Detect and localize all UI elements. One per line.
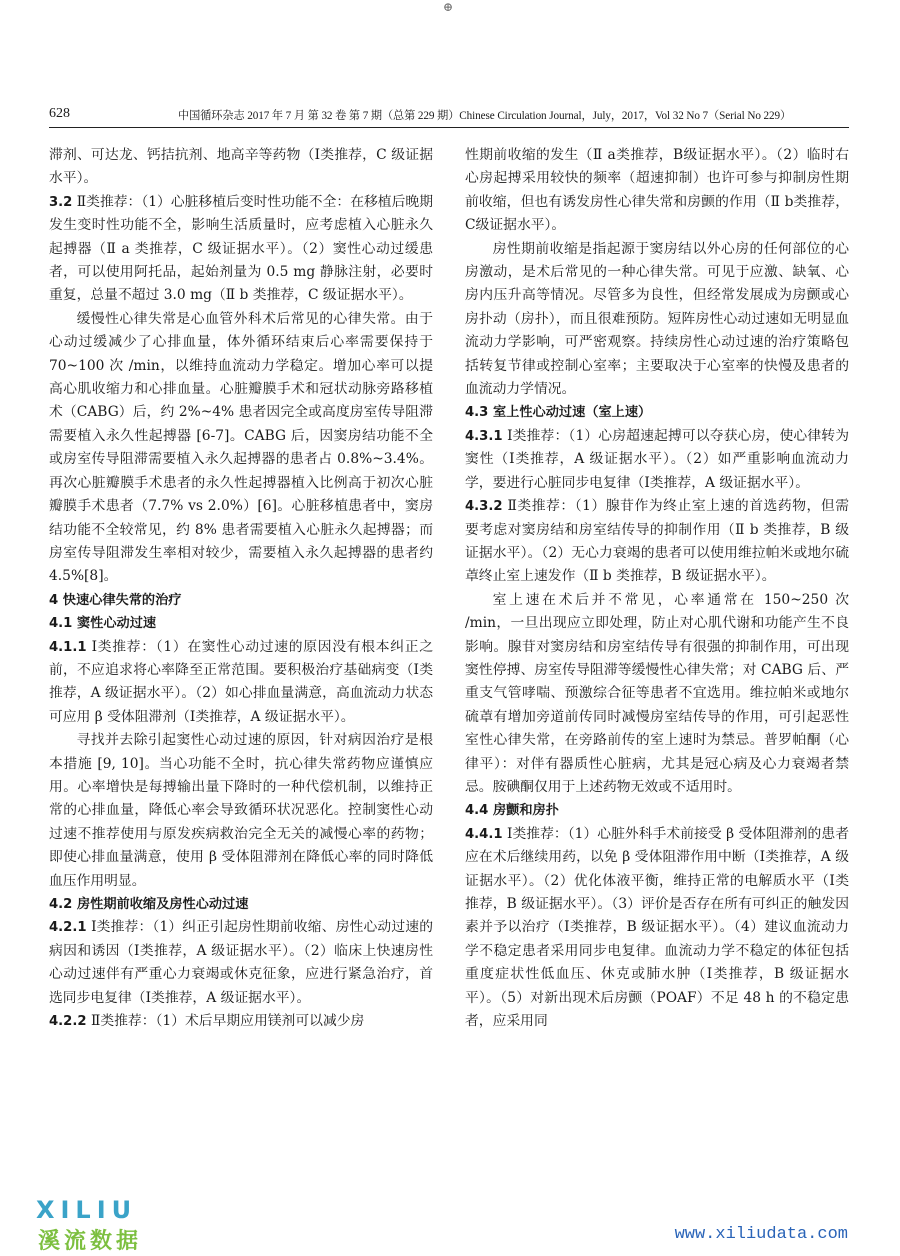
item-number: 4.3.2 (465, 499, 503, 515)
recommendation-item (49, 1010, 433, 1033)
section-heading: 4.1 窦性心动过速 (49, 616, 157, 632)
item-number: 4.2.1 (49, 920, 87, 936)
item-number: 4.3.1 (465, 428, 503, 444)
section-heading: 4 快速心律失常的治疗 (49, 592, 182, 608)
item-text: Ⅰ类推荐：（1）心房超速起搏可以夺获心房，使心律转为窦性（Ⅰ类推荐，A 级证据水平）。（2）如严重影响血流动力学，要进行心脏同步电复律（Ⅰ类推荐，A 级证据水平）。 (465, 427, 849, 491)
section-heading: 4.3 室上性心动过速（室上速） (465, 405, 652, 421)
recommendation-item (465, 495, 849, 589)
item-text: Ⅱ类推荐：（1）术后早期应用镁剂可以减少房 (86, 1013, 365, 1030)
logo-wordmark: XILIU (36, 1196, 138, 1224)
section-heading: 4.2 房性期前收缩及房性心动过速 (49, 897, 249, 912)
item-text: Ⅱ类推荐：（1）腺苷作为终止室上速的首选药物，但需要考虑对窦房结和房室结传导的抑制作用（Ⅱ b 类推荐，B 级证据水平）。（2）无心力衰竭的患者可以使用维拉帕米或地尔硫䓬终止室上速发作（Ⅱ b 类推荐，B 级证据水平）。 (465, 498, 849, 585)
item-text: Ⅰ类推荐：（1）在窦性心动过速的原因没有根本纠正之前，不应追求将心率降至正常范围。要积极治疗基础病变（Ⅰ类推荐，A 级证据水平）。（2）如心排血量满意，高血流动力状态可应用 β 受体阻滞剂（Ⅰ类推荐，A 级证据水平）。 (49, 638, 433, 725)
body-paragraph: 室上速在术后并不常见，心率通常在 150~250 次 /min，一旦出现应立即处理，防止对心肌代谢和功能产生不良影响。腺苷对窦房结和房室结传导有很强的抑制作用，可出现窦性停搏、房室传导阻滞等缓慢性心律失常；对 CABG 后、严重支气管哮喘、预激综合征等患者不宜选用。维拉帕米或地尔硫䓬有增加旁道前传同时减慢房室结传导的作用，可引起恶性室性心律失常，在旁路前传的室上速时为禁忌。普罗帕酮（心律平）：对伴有器质性心脏病，尤其是冠心病及心力衰竭者禁忌。胺碘酮仅用于上述药物无效或不适用时。 (465, 591, 849, 795)
body-paragraph: 房性期前收缩是指起源于窦房结以外心房的任何部位的心房激动，是术后常见的一种心律失常。可见于应激、缺氧、心房内压升高等情况。尽管多为良性，但经常发展成为房颤或心房扑动（房扑），而且很难预防。短阵房性心动过速如无明显血流动力学影响，可严密观察。持续房性心动过速的治疗策略包括转复节律或控制心室率；主要取决于心室率的快慢及患者的血流动力学情况。 (465, 240, 849, 398)
section-heading: 4.4 房颤和房扑 (465, 803, 559, 819)
left-column (49, 144, 433, 1033)
recommendation-item (49, 916, 433, 1010)
xiliu-logo (36, 1196, 176, 1252)
body-paragraph: 寻找并去除引起窦性心动过速的原因，针对病因治疗是根本措施 [9, 10]。当心功能不全时，抗心律失常药物应谨慎应用。心率增快是每搏输出量下降时的一种代偿机制，以维持正常的心排血量，降低心率会导致循环状况恶化。控制窦性心动过速不推荐使用与原发疾病救治完全无关的减慢心率的药物；即使心排血量满意，使用 β 受体阻滞剂在降低心率的同时降低血压作用明显。 (49, 732, 433, 889)
continued-text: 性期前收缩的发生（Ⅱ a类推荐，B级证据水平）。（2）临时右心房起搏采用较快的频率（超速抑制）也许可参与抑制房性期前收缩，但也有诱发房性心律失常和房颤的作用（Ⅱ b类推荐，C级证据水平）。 (465, 147, 849, 234)
recommendation-item (465, 425, 849, 495)
footer-url: www.xiliudata.com (674, 1225, 848, 1244)
continued-text: 滞剂、可达龙、钙拮抗剂、地高辛等药物（Ⅰ类推荐，C 级证据水平）。 (49, 147, 433, 187)
recommendation-item (49, 636, 433, 730)
item-text: Ⅱ类推荐：（1）心脏移植后变时性功能不全：在移植后晚期发生变时性功能不全，影响生活质量时，应考虑植入心脏永久起搏器（Ⅱ a 类推荐，C 级证据水平）。（2）窦性心动过缓患者，可以使用阿托品，起始剂量为 0.5 mg 静脉注射，必要时重复，总量不超过 3.0 mg（Ⅱ b 类推荐，C 级证据水平）。 (49, 193, 433, 304)
recommendation-item (465, 823, 849, 1034)
running-header: 中国循环杂志 2017 年 7 月 第 32 卷 第 7 期（总第 229 期）Chinese Circulation Journal，July，2017，Vol 32 No 7（Serial No 229） (178, 110, 792, 122)
header-rule (49, 127, 849, 128)
item-number: 4.1.1 (49, 639, 87, 655)
page-top-mark: ⊕ (443, 0, 454, 14)
body-paragraph: 缓慢性心律失常是心血管外科术后常见的心律失常。由于心动过缓减少了心排血量，体外循环结束后心率需要保持于 70~100 次 /min，以维持血流动力学稳定。增加心率可以提高心肌收缩力和心排血量。心脏瓣膜手术和冠状动脉旁路移植术（CABG）后，约 2%~4% 患者因完全或高度房室传导阻滞需要植入永久性起搏器 [6-7]。CABG 后，因窦房结功能不全或房室传导阻滞需要植入永久起搏器的患者占 0.8%~3.4%。再次心脏瓣膜手术患者的永久性起搏器植入比例高于初次心脏瓣膜手术患者（7.7% vs 2.0%）[6]。心脏移植患者中，窦房结功能不全较常见，约 8% 患者需要植入心脏永久起搏器；而房室传导阻滞发生率相对较少，需要植入永久起搏器的患者约 4.5%[8]。 (49, 310, 433, 585)
item-text: Ⅰ类推荐：（1）心脏外科手术前接受 β 受体阻滞剂的患者应在术后继续用药，以免 β 受体阻滞作用中断（Ⅰ类推荐，A 级证据水平）。（2）优化体液平衡，维持正常的电解质水平（Ⅰ类推荐，B 级证据水平）。（3）评价是否存在所有可纠正的触发因素并予以治疗（Ⅰ类推荐，B 级证据水平）。（4）建议血流动力学不稳定患者采用同步电复律。血流动力学不稳定的体征包括重度症状性低血压、休克或肺水肿（Ⅰ类推荐，B 级证据水平）。（5）对新出现术后房颤（POAF）不足 48 h 的不稳定患者，应采用同 (465, 825, 849, 1030)
logo-chinese-text: 溪流数据 (38, 1229, 143, 1254)
item-number: 4.2.2 (49, 1014, 87, 1030)
item-text: Ⅰ类推荐：（1）纠正引起房性期前收缩、房性心动过速的病因和诱因（Ⅰ类推荐，A 级证据水平）。（2）临床上快速房性心动过速伴有严重心力衰竭或休克征象，应进行紧急治疗，首选同步电复律（Ⅰ类推荐，A 级证据水平）。 (49, 919, 433, 1006)
item-number: 4.4.1 (465, 826, 503, 842)
recommendation-item (49, 191, 433, 308)
right-column (465, 144, 849, 1033)
item-number: 3.2 (49, 194, 73, 210)
page-number: 628 (49, 106, 70, 121)
